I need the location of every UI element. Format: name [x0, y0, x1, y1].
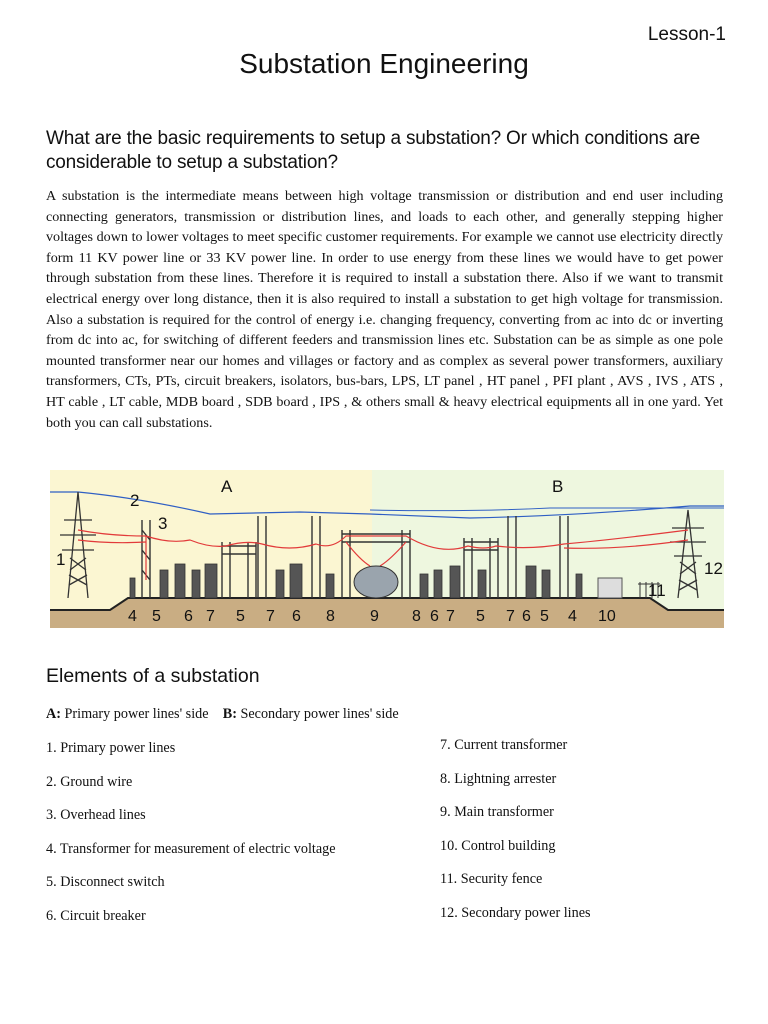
- list-item: 10. Control building: [440, 837, 556, 854]
- diagram-number-label: 4: [568, 608, 577, 625]
- diagram-number-label: 10: [598, 608, 616, 625]
- legend-b-key: B:: [222, 706, 237, 722]
- legend-a-key: A:: [46, 706, 61, 722]
- page-title: Substation Engineering: [239, 48, 529, 79]
- lesson-label: Lesson-1: [647, 24, 726, 45]
- diagram-number-label: 9: [370, 608, 379, 625]
- list-item: 5. Disconnect switch: [46, 874, 165, 890]
- list-item: 11. Security fence: [440, 871, 543, 887]
- zone-a-label: A: [221, 477, 233, 496]
- diagram-number-label: 5: [540, 608, 549, 625]
- diagram-number-label: 7: [266, 608, 275, 625]
- main-transformer: [354, 566, 398, 598]
- list-item: 6. Circuit breaker: [46, 907, 146, 924]
- list-item: 9. Main transformer: [440, 804, 554, 820]
- list-item: 7. Current transformer: [440, 737, 568, 753]
- section-question: What are the basic requirements to setup a substation? Or which conditions are considerable to setup a substation?: [46, 128, 700, 173]
- list-item: 4. Transformer for measurement of electric voltage: [46, 840, 336, 857]
- diagram-number-label: 5: [476, 608, 485, 625]
- elements-list-right: [440, 737, 591, 938]
- label-1: 1: [56, 550, 66, 569]
- legend-a-text: Primary power lines' side: [60, 706, 209, 722]
- list-item: 2. Ground wire: [46, 773, 133, 790]
- diagram-number-label: 6: [184, 608, 193, 625]
- label-11: 11: [648, 581, 666, 600]
- list-item: 3. Overhead lines: [46, 807, 146, 823]
- substation-diagram: [50, 470, 724, 628]
- diagram-number-label: 7: [206, 608, 215, 625]
- diagram-number-label: 8: [412, 608, 421, 625]
- list-item: 12. Secondary power lines: [440, 904, 591, 921]
- body-paragraph: A substation is the intermediate means between high voltage transmission or distribution and end user including connecting generators, transmission or distribution lines, and loads to each other, and generally stepping higher voltages down to lower voltages to meet specific customer requirements. For example we cannot use electricity directly form 11 KV power line or 33 KV power line. In order to use energy from these lines we would have to get power through substation from these lines. Therefore it is required to install a substation there. Also if we want to transmit electrical energy over long distance, then it is also required to install a substation to get high voltage for transmission. Also a substation is required for the control of energy i.e. changing frequency, converting from ac into dc or inverting from dc into ac, for switching of different feeders and transmission lines etc. Substation can be as simple as one pole mounted transformer near our homes and villages or factory and as complex as several power transformers, auxiliary transformers, CTs, PTs, circuit breakers, isolators, bus-bars, LPS, LT panel , HT panel , PFI plant , AVS , IVS , ATS , HT cable , LT cable, MDB board , SDB board , IPS , & others small & heavy electrical equipments all in one yard. Yet both you can call substations.: [46, 188, 723, 431]
- diagram-number-label: 6: [430, 608, 439, 625]
- elements-list-left: [46, 740, 336, 941]
- side-legend: [46, 706, 399, 723]
- diagram-number-label: 8: [326, 608, 335, 625]
- label-12: 12: [704, 559, 723, 578]
- list-item: 1. Primary power lines: [46, 740, 176, 756]
- label-3: 3: [158, 514, 168, 533]
- diagram-number-label: 6: [292, 608, 301, 625]
- diagram-number-label: 5: [236, 608, 245, 625]
- label-2: 2: [130, 491, 140, 510]
- list-item: 8. Lightning arrester: [440, 770, 557, 787]
- diagram-number-label: 4: [128, 608, 137, 625]
- diagram-number-label: 7: [446, 608, 455, 625]
- diagram-number-label: 6: [522, 608, 531, 625]
- control-building: [598, 578, 622, 598]
- legend-b-text: Secondary power lines' side: [236, 706, 399, 722]
- diagram-number-label: 5: [152, 608, 161, 625]
- zone-b-label: B: [552, 477, 564, 496]
- elements-heading: Elements of a substation: [46, 665, 260, 687]
- diagram-number-label: 7: [506, 608, 515, 625]
